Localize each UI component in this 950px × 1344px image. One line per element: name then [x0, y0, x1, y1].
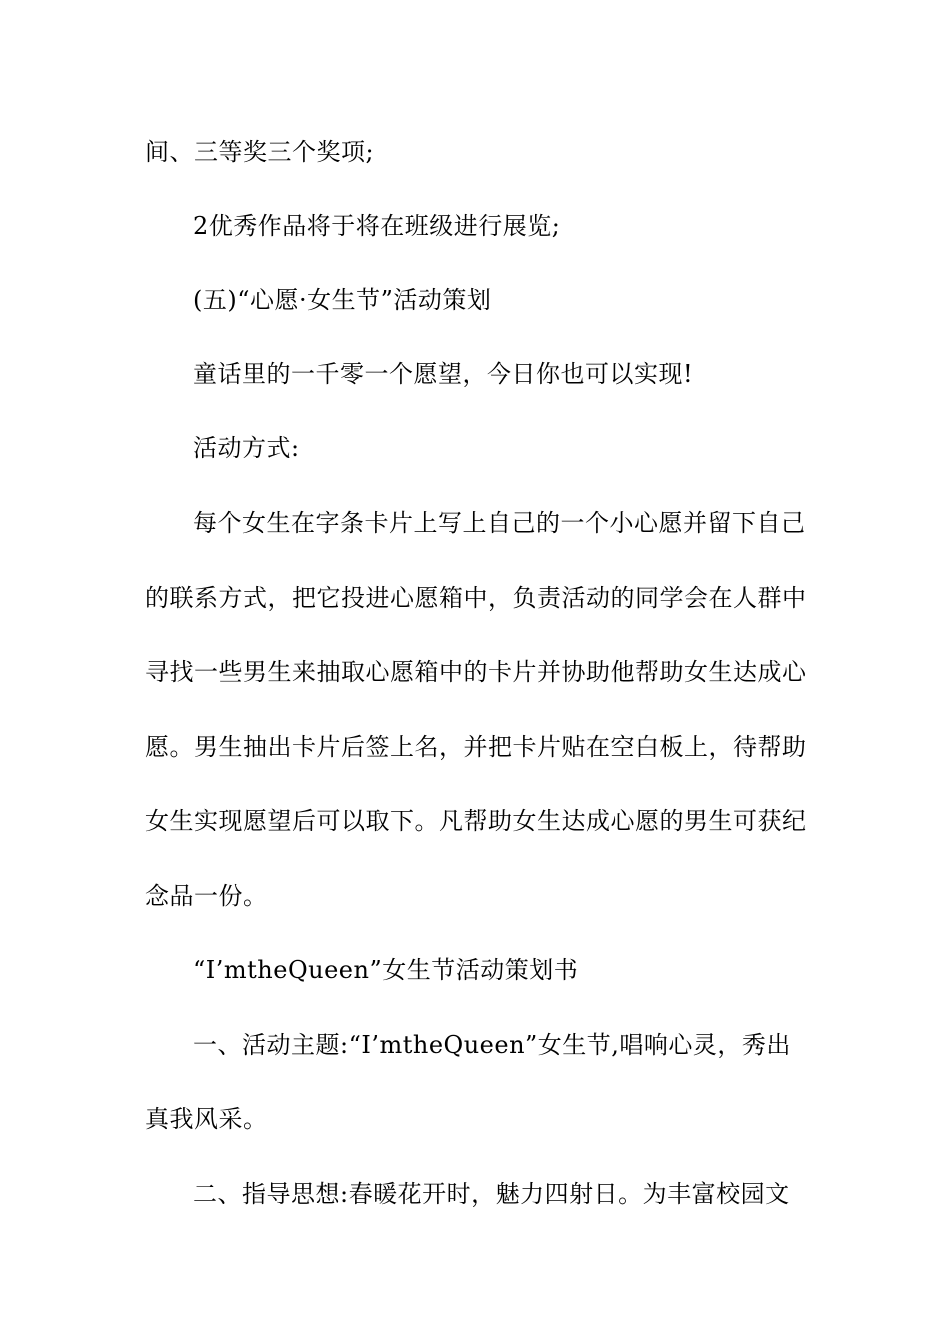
text-line: 2优秀作品将于将在班级进行展览; — [193, 212, 561, 240]
text-line: 的联系方式，把它投进心愿箱中，负责活动的同学会在人群中 — [145, 584, 807, 612]
section-heading: (五)“心愿·女生节”活动策划 — [193, 286, 492, 314]
text-line: 一、活动主题:“I’mtheQueen”女生节,唱响心灵，秀出 — [193, 1031, 791, 1059]
text-line: 二、指导思想:春暖花开时，魅力四射日。为丰富校园文 — [193, 1180, 790, 1208]
text-line: 念品一份。 — [145, 882, 268, 910]
text-line: 愿。男生抽出卡片后签上名，并把卡片贴在空白板上，待帮助 — [145, 733, 807, 761]
text-line: 活动方式: — [193, 434, 300, 462]
text-line: 真我风采。 — [145, 1105, 268, 1133]
text-line: 寻找一些男生来抽取心愿箱中的卡片并协助他帮助女生达成心 — [145, 658, 807, 686]
section-heading: “I’mtheQueen”女生节活动策划书 — [193, 956, 579, 984]
text-line: 每个女生在字条卡片上写上自己的一个小心愿并留下自己 — [193, 509, 806, 537]
text-line: 间、三等奖三个奖项; — [145, 138, 375, 166]
text-line: 女生实现愿望后可以取下。凡帮助女生达成心愿的男生可获纪 — [145, 807, 807, 835]
text-line: 童话里的一千零一个愿望，今日你也可以实现! — [193, 360, 694, 388]
